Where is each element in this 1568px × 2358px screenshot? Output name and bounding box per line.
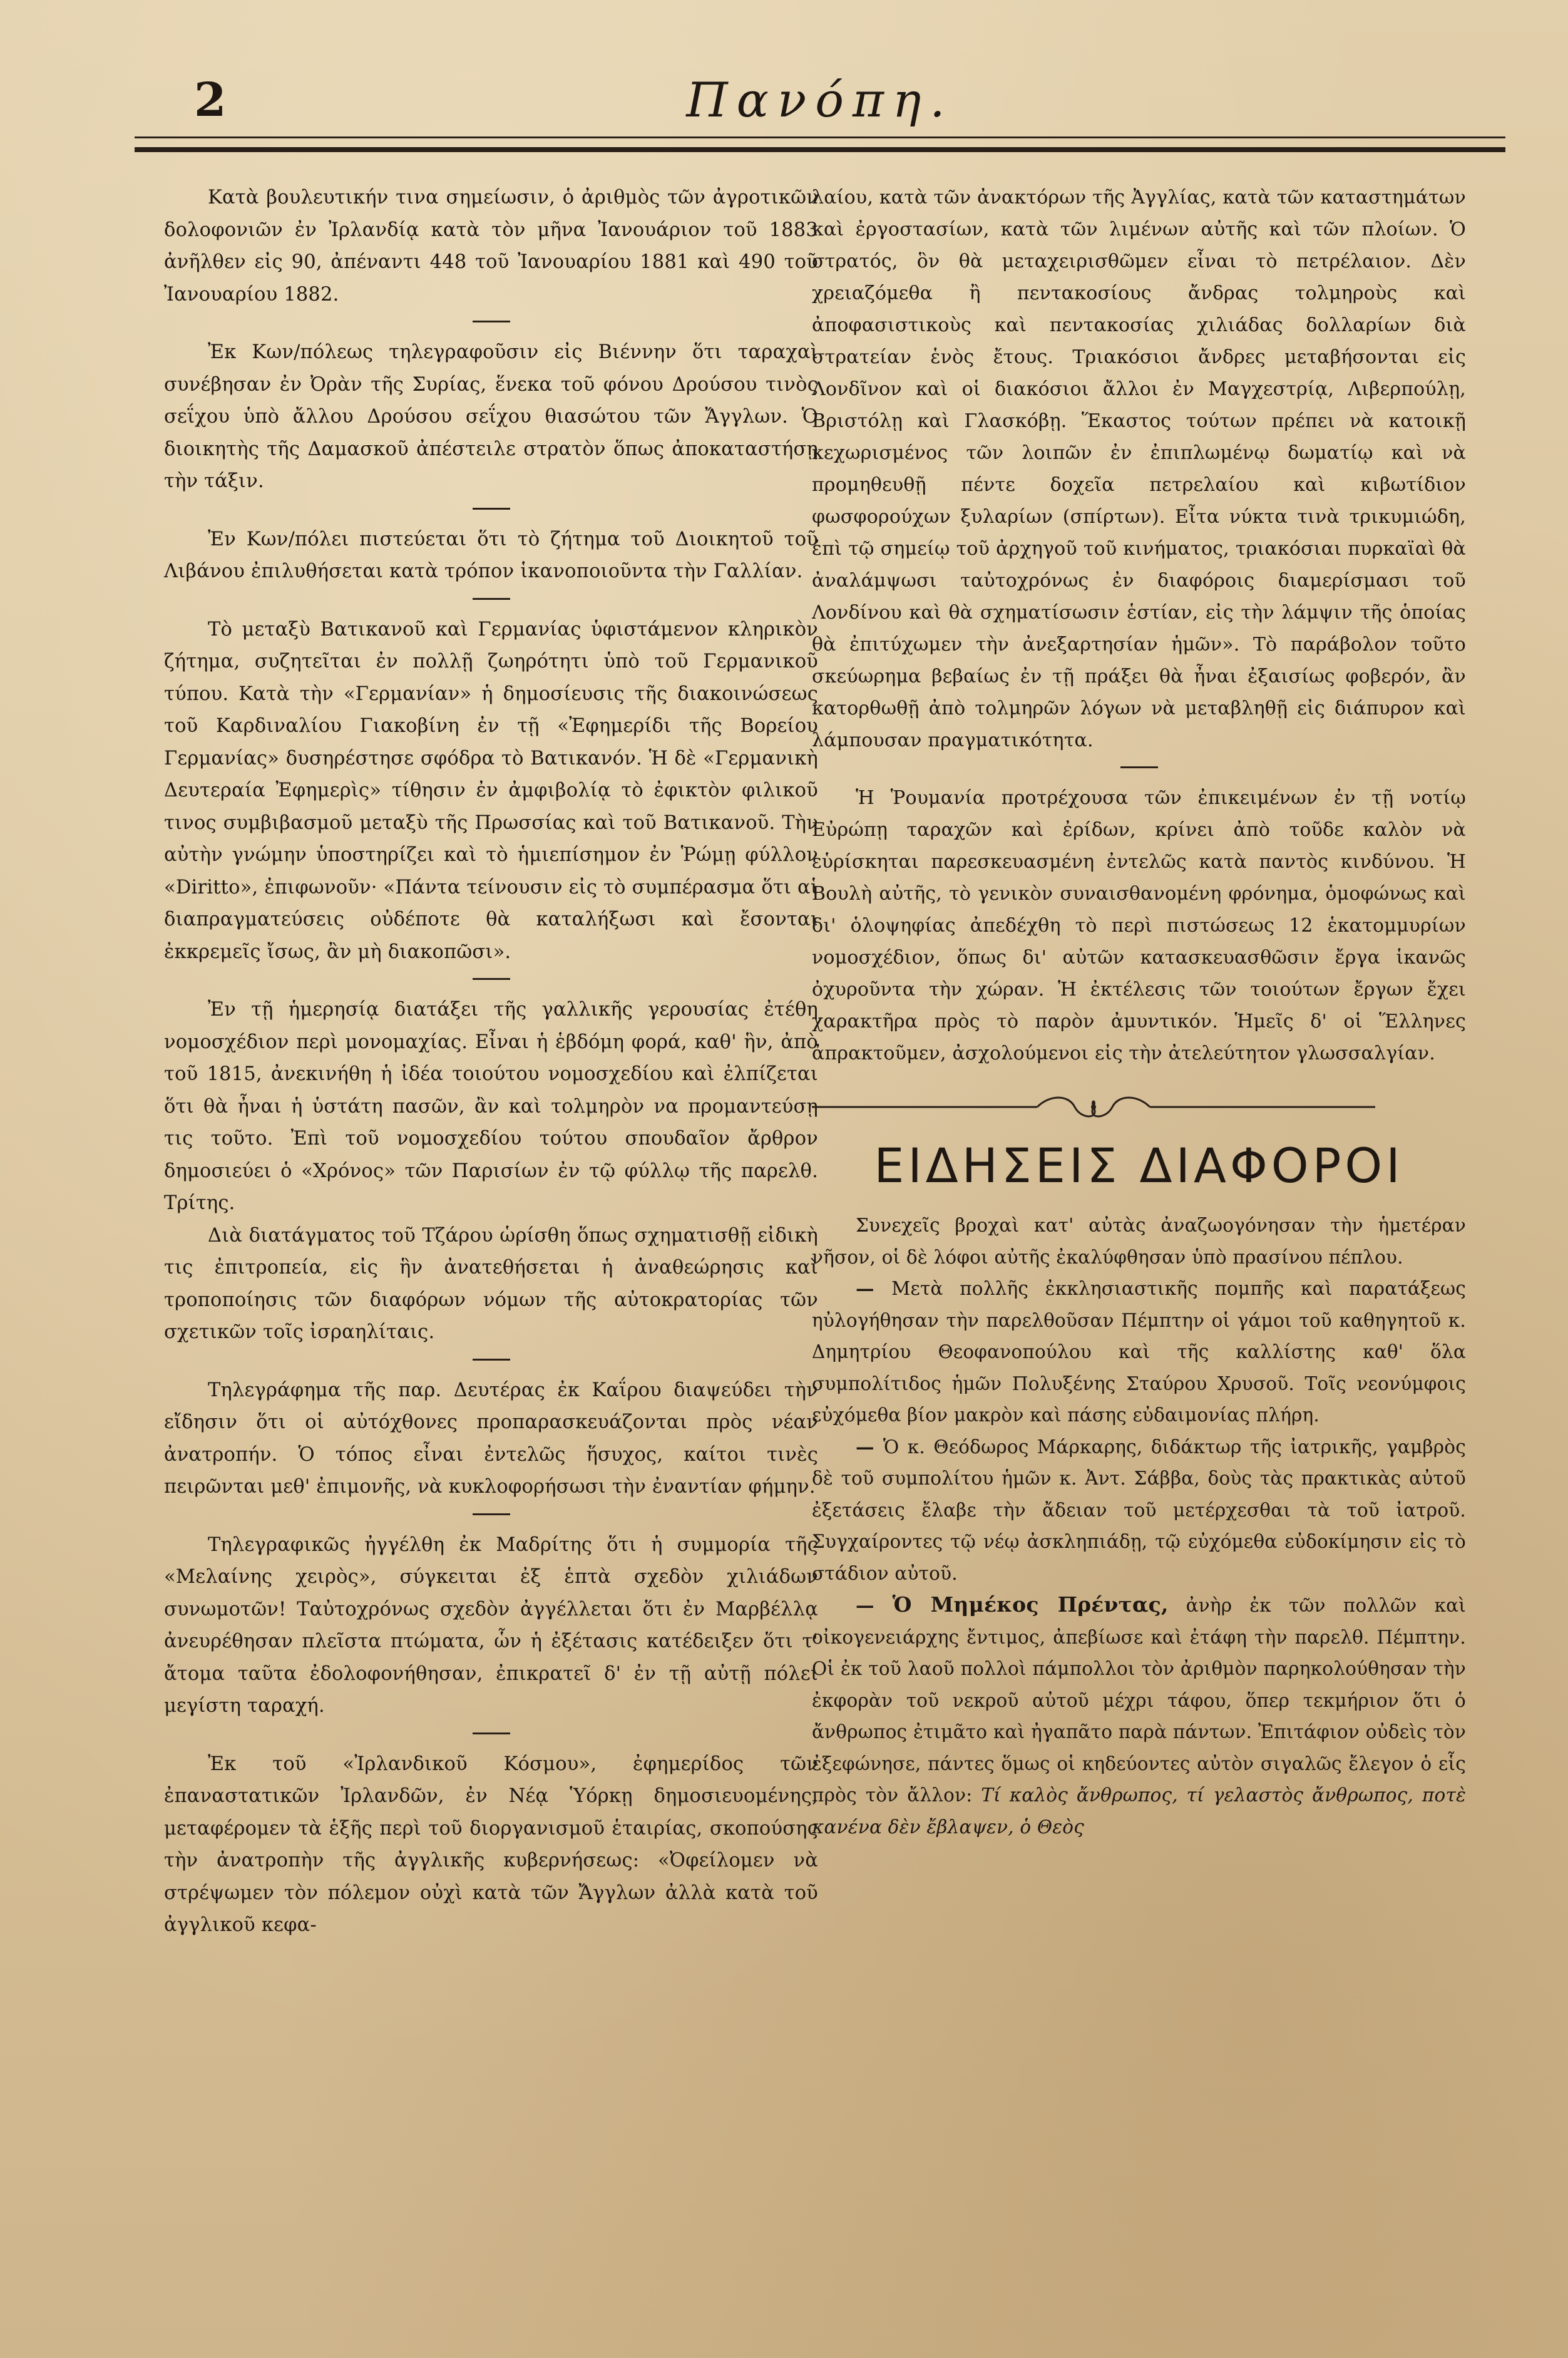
article-paragraph: Διὰ διατάγματος τοῦ Τζάρου ὡρίσθη ὅπως σχηματισθῇ εἰδικὴ τις ἐπιτροπεία, εἰς ἣν ἀνατεθήσεται ἡ ἀναθεώρησις καὶ τροποποίησις τῶν διαφόρων νόμων τῆς αὐτοκρατορίας τῶν σχετικῶν τοῖς ἰσραηλίταις. <box>164 1224 818 1343</box>
newspaper-title: Πανόπη. <box>686 72 954 128</box>
masthead <box>135 69 1505 138</box>
news-item-text: ἀνὴρ ἐκ τῶν πολλῶν καὶ οἰκογενειάρχης ἔντιμος, ἀπεβίωσε καὶ ἐτάφη τὴν παρελθ. Πέμπτην. Οἱ ἐκ τοῦ λαοῦ πολλοὶ πάμπολλοι τὸν ἀριθμὸν παρηκολούθησαν τὴν ἐκφορὰν τοῦ νεκροῦ αὐτοῦ μέχρι τάφου, ὅπερ τεκμήριον ὅτι ὁ ἄνθρωπος ἐτιμᾶτο καὶ ἠγαπᾶτο παρὰ πάντων. Ἐπιτάφιον οὐδεὶς τὸν ἐξεφώνησε, πάντες ὅμως οἱ κηδεύοντες αὐτὸν σιγαλῶς ἔλεγον ὁ εἷς πρὸς τὸν ἄλλον: <box>812 1595 1467 1806</box>
separator-rule <box>473 1513 510 1515</box>
separator-rule <box>473 1732 510 1734</box>
quoted-italic-text: Τί καλὸς ἄνθρωπος, τί γελαστὸς ἄνθρωπος, ποτὲ κανένα δὲν ἔβλαψεν, ὁ Θεὸς <box>812 1784 1466 1838</box>
news-item <box>812 1273 1466 1431</box>
article-paragraph: λαίου, κατὰ τῶν ἀνακτόρων τῆς Ἀγγλίας, κατὰ τῶν καταστημάτων καὶ ἐργοστασίων, κατὰ τῶν λιμένων αὐτῆς καὶ τῶν πλοίων. Ὁ στρατός, ὃν θὰ μεταχειρισθῶμεν εἶναι τὸ πετρέλαιον. Δὲν χρειαζόμεθα ἢ πεντακοσίους ἄνδρας τολμηροὺς καὶ ἀποφασιστικοὺς καὶ πεντακοσίας χιλιάδας δολλαρίων διὰ στρατείαν ἑνὸς ἔτους. Τριακόσιοι ἄνδρες μεταβήσονται εἰς Λονδῖνον καὶ οἱ διακόσιοι ἄλλοι ἐν Μαγχεστρίᾳ, Λιβερπούλῃ, Βριστόλῃ καὶ Γλασκόβῃ. Ἕκαστος τούτων πρέπει νὰ κατοικῇ κεχωρισμένος τῶν λοιπῶν ἐν ἐπιπλωμένῳ δωματίῳ καὶ νὰ προμηθευθῇ πέντε δοχεῖα πετρελαίου καὶ κιβωτίδιον φωσφορούχων ξυλαρίων (σπίρτων). Εἶτα νύκτα τινὰ τρικυμιώδη, ἐπὶ τῷ σημείῳ τοῦ ἀρχηγοῦ τοῦ κινήματος, τριακόσιαι πυρκαϊαὶ θὰ ἀναλάμψωσι ταὐτοχρόνως ἐν διαφόροις διαμερίσμασι τοῦ Λονδίνου καὶ θὰ σχηματίσωσιν ἑστίαν, εἰς τὴν λάμψιν τῆς ὁποίας θὰ ἐπιτύχωμεν τὴν ἀνεξαρτησίαν ἡμῶν». Τὸ παράβολον τοῦτο σκεύωρημα βεβαίως ἐν τῇ πράξει θὰ ἦναι ἐξαισίως φοβερόν, ἂν κατορθωθῇ ἀπὸ τολμηρῶν λόγων νὰ μεταβληθῇ εἰς διάπυρον καὶ λάμπουσαν πραγματικότητα. <box>812 187 1466 751</box>
news-item-text: Ὁ κ. Θεόδωρος Μάρκαρης, διδάκτωρ τῆς ἰατρικῆς, γαμβρὸς δὲ τοῦ συμπολίτου ἡμῶν κ. Ἀντ. Σάββα, δοὺς τὰς πρακτικὰς αὐτοῦ ἐξετάσεις ἔλαβε τὴν ἄδειαν τοῦ μετέρχεσθαι τὰ τοῦ ἰατροῦ. Συγχαίροντες τῷ νέῳ ἀσκληπιάδῃ, τῷ εὐχόμεθα εὐδοκίμησιν εἰς τὸ στάδιον αὐτοῦ. <box>812 1436 1466 1584</box>
ornamental-divider <box>812 1094 1375 1120</box>
page-number: 2 <box>194 73 227 127</box>
header-rule <box>135 136 1505 152</box>
news-item: Συνεχεῖς βροχαὶ κατ' αὐτὰς ἀναζωογόνησαν τὴν ἡμετέραν νῆσον, οἱ δὲ λόφοι αὐτῆς ἐκαλύφθησαν ὑπὸ πρασίνου πέπλου. <box>812 1215 1466 1268</box>
separator-rule <box>473 321 510 322</box>
article-paragraph: Ἐκ Κων/πόλεως τηλεγραφοῦσιν εἰς Βιέννην ὅτι ταραχαὶ συνέβησαν ἐν Ὀρὰν τῆς Συρίας, ἕνεκα τοῦ φόνου Δρούσου τινὸς σεΐχου ὑπὸ ἄλλου Δρούσου σεΐχου θιασώτου τῶν Ἄγγλων. Ὁ διοικητὴς τῆς Δαμασκοῦ ἀπέστειλε στρατὸν ὅπως ἀποκαταστήσῃ τὴν τάξιν. <box>164 341 818 492</box>
left-column <box>164 182 818 1942</box>
separator-rule <box>473 1359 510 1361</box>
news-item-text: Μετὰ πολλῆς ἐκκλησιαστικῆς πομπῆς καὶ παρατάξεως ηὐλογήθησαν τὴν παρελθοῦσαν Πέμπτην οἱ γάμοι τοῦ καθηγητοῦ κ. Δημητρίου Θεοφανοπούλου καὶ τῆς καλλίστης καθ' ὅλα συμπολίτιδος ἡμῶν Πολυξένης Σταύρου Χρυσοῦ. Τοῖς νεονύμφοις εὐχόμεθα βίον μακρὸν καὶ πάσης εὐδαιμονίας πλήρη. <box>812 1278 1466 1426</box>
section-heading: ΕΙΔΗΣΕΙΣ ΔΙΑΦΟΡΟΙ <box>874 1138 1404 1193</box>
em-dash: — <box>856 1435 883 1458</box>
article-paragraph: Ἡ Ῥουμανία προτρέχουσα τῶν ἐπικειμένων ἐν τῇ νοτίῳ Εὐρώπῃ ταραχῶν καὶ ἐρίδων, κρίνει ἀπὸ τοῦδε καλὸν νὰ εὑρίσκηται παρεσκευασμένη ἐντελῶς κατὰ παντὸς κινδύνου. Ἡ Βουλὴ αὐτῆς, τὸ γενικὸν συναισθανομένη φρόνημα, ὁμοφώνως καὶ δι' ὁλοψηφίας ἀπεδέχθη τὸ περὶ πιστώσεως 12 ἑκατομμυρίων νομοσχέδιον, ὅπως δι' αὐτῶν κατασκευασθῶσιν ἔργα ἱκανῶς ὀχυροῦντα τὴν χώραν. Ἡ ἐκτέλεσις τῶν τοιούτων ἔργων ἔχει χαρακτῆρα πρὸς τὸ παρὸν ἀμυντικόν. Ἡμεῖς δ' οἱ Ἕλληνες ἀπρακτοῦμεν, ἀσχολούμενοι εἰς τὴν ἀτελεύτητον γλωσσαλγίαν. <box>812 787 1466 1064</box>
article-paragraph: Ἐν Κων/πόλει πιστεύεται ὅτι τὸ ζήτημα τοῦ Διοικητοῦ τοῦ Λιβάνου ἐπιλυθήσεται κατὰ τρόπον ἱκανοποιοῦντα τὴν Γαλλίαν. <box>164 528 818 582</box>
article-paragraph: Ἐν τῇ ἡμερησίᾳ διατάξει τῆς γαλλικῆς γερουσίας ἐτέθη νομοσχέδιον περὶ μονομαχίας. Εἶναι ἡ ἑβδόμη φορά, καθ' ἣν, ἀπὸ τοῦ 1815, ἀνεκινήθη ἡ ἰδέα τοιούτου νομοσχεδίου καὶ ἐλπίζεται ὅτι θὰ ἦναι ἡ ὑστάτη πασῶν, ἂν καὶ τολμηρὸν να προμαντεύσῃ τις τοῦτο. Ἐπὶ τοῦ νομοσχεδίου τούτου σπουδαῖον ἄρθρον δημοσιεύει ὁ «Χρόνος» τῶν Παρισίων ἐν τῷ φύλλῳ τῆς παρελθ. Τρίτης. <box>164 999 818 1214</box>
article-paragraph: Τηλεγραφικῶς ἠγγέλθη ἐκ Μαδρίτης ὅτι ἡ συμμορία τῆς «Μελαίνης χειρὸς», σύγκειται ἐξ ἑπτὰ σχεδὸν χιλιάδων συνωμοτῶν! Ταὐτοχρόνως σχεδὸν ἀγγέλλεται ὅτι ἐν Μαρβέλλᾳ ἀνευρέθησαν πλεῖστα πτώματα, ὧν ἡ ἐξέτασις κατέδειξεν ὅτι τ' ἄτομα ταῦτα ἐδολοφονήθησαν, ἐπικρατεῖ δ' ἐν τῇ αὐτῇ πόλει μεγίστη ταραχή. <box>164 1533 818 1717</box>
news-item <box>812 1431 1466 1590</box>
em-dash: — <box>856 1277 892 1299</box>
news-section <box>812 1210 1466 1843</box>
separator-rule <box>473 978 510 980</box>
separator-rule <box>1120 766 1158 768</box>
em-dash: — <box>856 1594 893 1616</box>
separator-rule <box>473 598 510 600</box>
news-item <box>812 1589 1466 1843</box>
article-paragraph: Ἐκ τοῦ «Ἰρλανδικοῦ Κόσμου», ἐφημερίδος τῶν ἐπαναστατικῶν Ἰρλανδῶν, ἐν Νέᾳ Ὑόρκῃ δημοσιευομένης, μεταφέρομεν τὰ ἑξῆς περὶ τοῦ διοργανισμοῦ ἑταιρίας, σκοπούσης τὴν ἀνατροπὴν τῆς ἀγγλικῆς κυβερνήσεως: «Ὀφείλομεν νὰ στρέψωμεν τὸν πόλεμον οὐχὶ κατὰ τῶν Ἄγγλων ἀλλὰ κατὰ τοῦ ἀγγλικοῦ κεφα- <box>164 1753 818 1936</box>
obituary-name: Ὁ Μημέκος Πρέντας, <box>892 1592 1169 1617</box>
article-paragraph: Τηλεγράφημα τῆς παρ. Δευτέρας ἐκ Καΐρου διαψεύδει τὴν εἴδησιν ὅτι οἱ αὐτόχθονες προπαρασκευάζονται πρὸς νέαν ἀνατροπήν. Ὁ τόπος εἶναι ἐντελῶς ἥσυχος, καίτοι τινὲς πειρῶνται μεθ' ἐπιμονῆς, νὰ κυκλοφορήσωσι τὴν ἐναντίαν φήμην. <box>164 1379 818 1498</box>
separator-rule <box>473 508 510 510</box>
right-column <box>812 182 1466 1843</box>
article-paragraph: Κατὰ βουλευτικήν τινα σημείωσιν, ὁ ἀριθμὸς τῶν ἀγροτικῶν δολοφονιῶν ἐν Ἰρλανδίᾳ κατὰ τὸν μῆνα Ἰανουάριον τοῦ 1883 ἀνῆλθεν εἰς 90, ἀπέναντι 448 τοῦ Ἰανουαρίου 1881 καὶ 490 τοῦ Ἰανουαρίου 1882. <box>164 187 818 306</box>
article-paragraph: Τὸ μεταξὺ Βατικανοῦ καὶ Γερμανίας ὑφιστάμενον κληρικὸν ζήτημα, συζητεῖται ἐν πολλῇ ζωηρότητι ὑπὸ τοῦ Γερμανικοῦ τύπου. Κατὰ τὴν «Γερμανίαν» ἡ δημοσίευσις τῆς διακοινώσεως τοῦ Καρδιναλίου Γιακοβίνη ἐν τῇ «Ἐφημερίδι τῆς Βορείου Γερμανίας» δυσηρέστησε σφόδρα τὸ Βατικανόν. Ἡ δὲ «Γερμανικὴ Δευτεραία Ἐφημερὶς» τίθησιν ἐν ἀμφιβολίᾳ τὸ ἐφικτὸν φιλικοῦ τινος συμβιβασμοῦ μεταξὺ τῆς Πρωσσίας καὶ τοῦ Βατικανοῦ. Τὴν αὐτὴν γνώμην ὑποστηρίζει καὶ τὸ ἡμιεπίσημον ἐν Ῥώμῃ φύλλον «Diritto», ἐπιφωνοῦν· «Πάντα τείνουσιν εἰς τὸ συμπέρασμα ὅτι αἱ διαπραγματεύσεις οὐδέποτε θὰ καταλήξωσι καὶ ἔσονται ἐκκρεμεῖς ἴσως, ἂν μὴ διακοπῶσι». <box>164 618 818 963</box>
